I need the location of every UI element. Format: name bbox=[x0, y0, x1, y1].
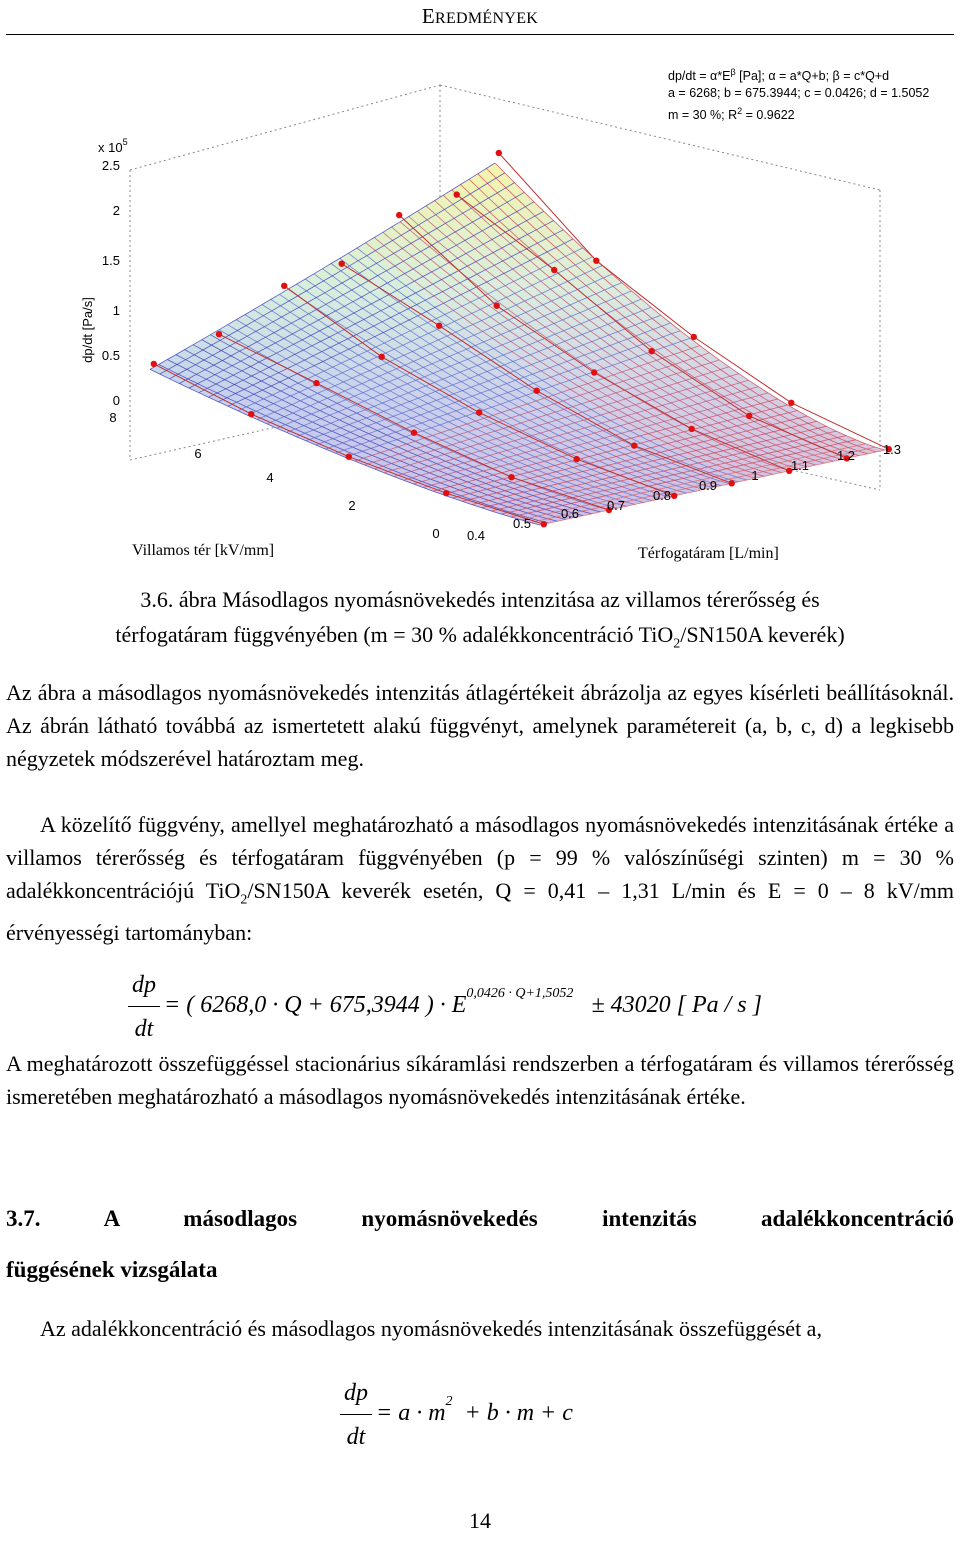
e-tick-label: 6 bbox=[194, 446, 202, 461]
measurement-point bbox=[346, 454, 352, 460]
measurement-point bbox=[411, 430, 417, 436]
paragraph-2: A közelítő függvény, amellyel meghatározható a másodlagos nyomásnövekedés intenzitásának értéke a villamos térerősség és térfogatáram függvényében (p = 99 % valószínűségi szinten) m = 30 % adalékkoncentrációjú TiO$_2$/SN150A keverék esetén, Q = 0,41 – 1,31 L/min és E = 0 – 8 kV/mm érvényességi tartományban: bbox=[6, 812, 954, 946]
q-tick-label: 0.6 bbox=[560, 506, 580, 521]
q-tick-label: 1.2 bbox=[836, 448, 856, 463]
e-axis-label: Villamos tér [kV/mm] bbox=[132, 542, 275, 559]
measurement-point bbox=[396, 212, 402, 218]
measurement-point bbox=[151, 361, 157, 367]
measurement-point bbox=[691, 334, 697, 340]
measurement-point bbox=[534, 388, 540, 394]
paragraph-4: Az adalékkoncentráció és másodlagos nyomásnövekedés intenzitásának összefüggését a, bbox=[40, 1316, 822, 1341]
z-axis-label: dp/dt [Pa/s] bbox=[80, 297, 95, 363]
measurement-point bbox=[591, 369, 597, 375]
e-tick-label: 2 bbox=[348, 498, 356, 513]
measurement-point bbox=[496, 150, 502, 156]
q-tick-label: 1 bbox=[751, 468, 759, 483]
measurement-point bbox=[551, 267, 557, 273]
measurement-point bbox=[508, 474, 514, 480]
measurement-point bbox=[281, 283, 287, 289]
measurement-point bbox=[649, 348, 655, 354]
measurement-point bbox=[788, 400, 794, 406]
measurement-point bbox=[216, 331, 222, 337]
measurement-point bbox=[443, 490, 449, 496]
measurement-point bbox=[631, 442, 637, 448]
measurement-point bbox=[746, 413, 752, 419]
section-heading-line-2: függésének vizsgálata bbox=[6, 1257, 218, 1282]
z-tick-label: 0.5 bbox=[101, 348, 120, 363]
measurement-point bbox=[379, 354, 385, 360]
formula-line-1: $dp/dt = \alpha*E^\beta$ [Pa]; α = a*Q+b; β = c*Q+d bbox=[668, 67, 890, 83]
e-tick-label: 8 bbox=[109, 410, 117, 425]
z-tick-label: 1.5 bbox=[101, 253, 120, 268]
measurement-point bbox=[454, 191, 460, 197]
measurement-point bbox=[476, 409, 482, 415]
figure-caption: 3.6. ábra Másodlagos nyomásnövekedés intenzitása az villamos térerősség és térfogatáram függvényében (m = 30 % adalékkoncentráció TiO$_2$/SN150A keverék) bbox=[115, 587, 845, 652]
q-tick-label: 1.3 bbox=[882, 442, 902, 457]
q-axis-label: Térfogatáram [L/min] bbox=[638, 545, 779, 562]
measurement-point bbox=[689, 426, 695, 432]
measurement-point bbox=[339, 261, 345, 267]
e-tick-label: 4 bbox=[266, 470, 274, 485]
running-header: EREDMÉNYEK bbox=[421, 4, 539, 28]
z-tick-label: 0 bbox=[112, 393, 120, 408]
measurement-point bbox=[313, 380, 319, 386]
paragraph-3: A meghatározott összefüggéssel stacionárius síkáramlási rendszerben a térfogatáram és villamos térerősség ismeretében meghatározható a másodlagos nyomásnövekedés intenzitásának értéke. bbox=[6, 1051, 954, 1109]
measurement-point bbox=[436, 323, 442, 329]
z-tick-label: 2.5 bbox=[101, 158, 120, 173]
z-tick-label: 1 bbox=[112, 303, 120, 318]
surface-plot bbox=[0, 40, 960, 580]
measurement-point bbox=[671, 493, 677, 499]
q-tick-label: 1.1 bbox=[790, 458, 810, 473]
measurement-point bbox=[593, 258, 599, 264]
measurement-point bbox=[729, 480, 735, 486]
e-tick-label: 0 bbox=[432, 526, 440, 541]
paragraph-1: Az ábra a másodlagos nyomásnövekedés intenzitás átlagértékeit ábrázolja az egyes kísérleti beállításoknál. Az ábrán látható továbbá az ismertetett alakú függvényt, amelynek paramétereit (a, b, c, d) a legkisebb négyzetek módszerével határoztam meg. bbox=[6, 680, 954, 771]
q-tick-label: 0.9 bbox=[698, 478, 718, 493]
q-tick-label: 0.8 bbox=[652, 488, 672, 503]
measurement-point bbox=[248, 411, 254, 417]
header-rule bbox=[6, 34, 954, 35]
measurement-point bbox=[541, 521, 547, 527]
q-tick-label: 0.4 bbox=[466, 528, 486, 543]
measurement-point bbox=[574, 456, 580, 462]
section-heading: 3.7. A másodlagos nyomásnövekedés intenzitás adalékkoncentráció bbox=[6, 1206, 954, 1231]
q-tick-label: 0.5 bbox=[512, 516, 532, 531]
z-multiplier: x $10^5$ bbox=[98, 137, 128, 155]
measurement-point bbox=[494, 303, 500, 309]
z-tick-label: 2 bbox=[112, 203, 120, 218]
q-tick-label: 0.7 bbox=[606, 498, 626, 513]
page-number: 14 bbox=[469, 1508, 491, 1533]
formula-line-2: a = 6268; b = 675.3944; c = 0.0426; d = 1.5052 bbox=[668, 86, 930, 100]
z-axis-ticks bbox=[102, 158, 120, 408]
formula-line-3: m = 30 %; $R^2 = 0.9622$ bbox=[668, 106, 795, 122]
